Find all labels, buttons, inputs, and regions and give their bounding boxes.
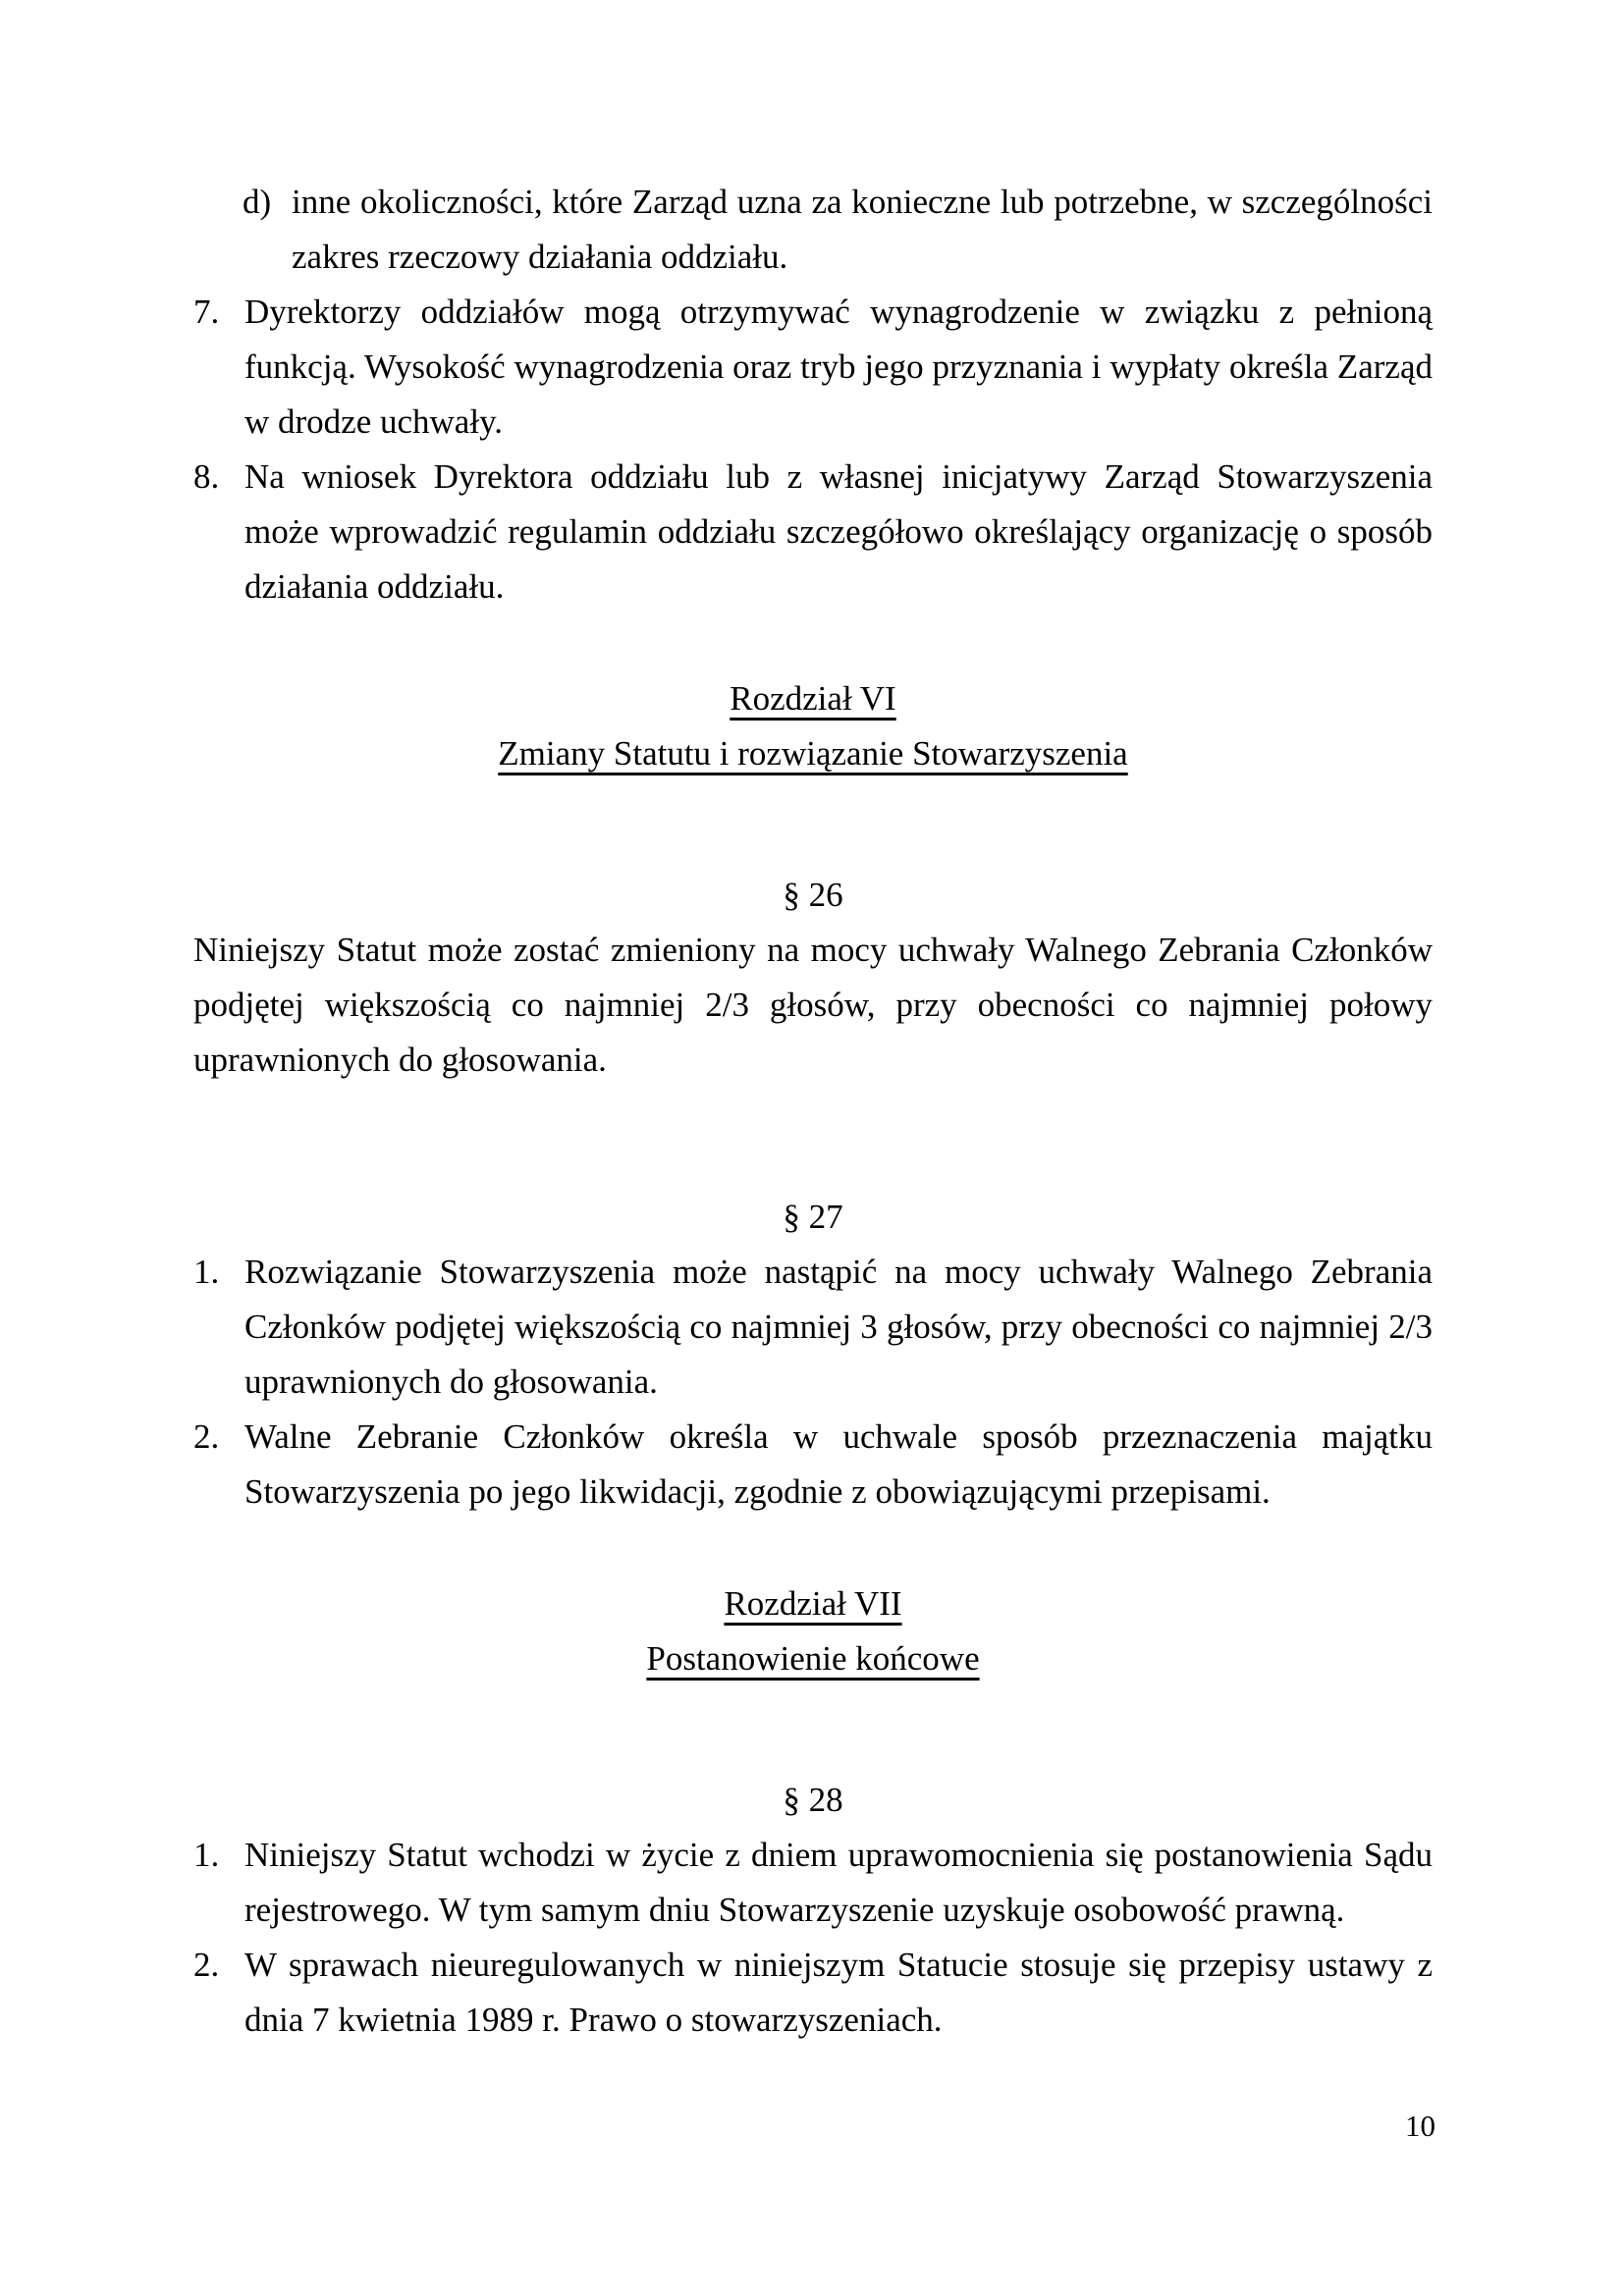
section-28-item-2 (193, 1938, 1433, 2048)
section-28-heading: § 28 (783, 1781, 843, 1819)
list-item-marker: 7. (193, 293, 220, 331)
chapter-7-subtitle: Postanowienie końcowe (646, 1639, 980, 1678)
list-item-text: W sprawach nieuregulowanych w niniejszym Statucie stosuje się przepisy ustawy z dnia 7 kwietnia 1989 r. Prawo o stowarzyszeniach. (244, 1946, 1433, 2039)
chapter-7-title: Rozdział VII (724, 1584, 902, 1623)
list-item-marker: 8. (193, 457, 220, 496)
section-26-paragraph: Niniejszy Statut może zostać zmieniony na mocy uchwały Walnego Zebrania Członków podjętej większością co najmniej 2/3 głosów, przy obecności co najmniej połowy uprawnionych do głosowania. (193, 931, 1433, 1079)
list-item-text: Niniejszy Statut wchodzi w życie z dniem uprawomocnienia się postanowienia Sądu rejestrowego. W tym samym dniu Stowarzyszenie uzyskuje osobowość prawną. (244, 1836, 1433, 1929)
list-item-7 (193, 285, 1433, 450)
chapter-6-subtitle: Zmiany Statutu i rozwiązanie Stowarzyszenia (498, 734, 1128, 773)
list-item-8 (193, 450, 1433, 614)
section-28-item-1 (193, 1828, 1433, 1938)
section-27-item-1 (193, 1245, 1433, 1410)
list-item-marker: 1. (193, 1836, 220, 1874)
list-item-marker: 2. (193, 1946, 220, 1984)
list-item-text: Walne Zebranie Członków określa w uchwale sposób przeznaczenia majątku Stowarzyszenia po jego likwidacji, zgodnie z obowiązującymi przepisami. (244, 1417, 1433, 1511)
section-27-heading: § 27 (783, 1198, 843, 1236)
list-item-text: inne okoliczności, które Zarząd uzna za konieczne lub potrzebne, w szczególności zakres rzeczowy działania oddziału. (292, 183, 1433, 276)
page-number: 10 (1405, 2109, 1435, 2143)
section-27-item-2 (193, 1410, 1433, 1520)
list-item-text: Dyrektorzy oddziałów mogą otrzymywać wynagrodzenie w związku z pełnioną funkcją. Wysokość wynagrodzenia oraz tryb jego przyznania i wypłaty określa Zarząd w drodze uchwały. (244, 293, 1433, 441)
chapter-6-title: Rozdział VI (730, 679, 896, 718)
list-item-text: Rozwiązanie Stowarzyszenia może nastąpić na mocy uchwały Walnego Zebrania Członków podjętej większością co najmniej 3 głosów, przy obecności co najmniej 2/3 uprawnionych do głosowania. (244, 1253, 1433, 1401)
list-item-marker: 2. (193, 1417, 220, 1456)
section-26-heading: § 26 (783, 876, 843, 914)
list-item-d (243, 175, 1433, 285)
list-item-marker: d) (243, 183, 272, 221)
list-item-text: Na wniosek Dyrektora oddziału lub z własnej inicjatywy Zarząd Stowarzyszenia może wprowadzić regulamin oddziału szczegółowo określający organizację o sposób działania oddziału. (244, 457, 1433, 606)
document-content (193, 175, 1433, 2048)
list-item-marker: 1. (193, 1253, 220, 1291)
